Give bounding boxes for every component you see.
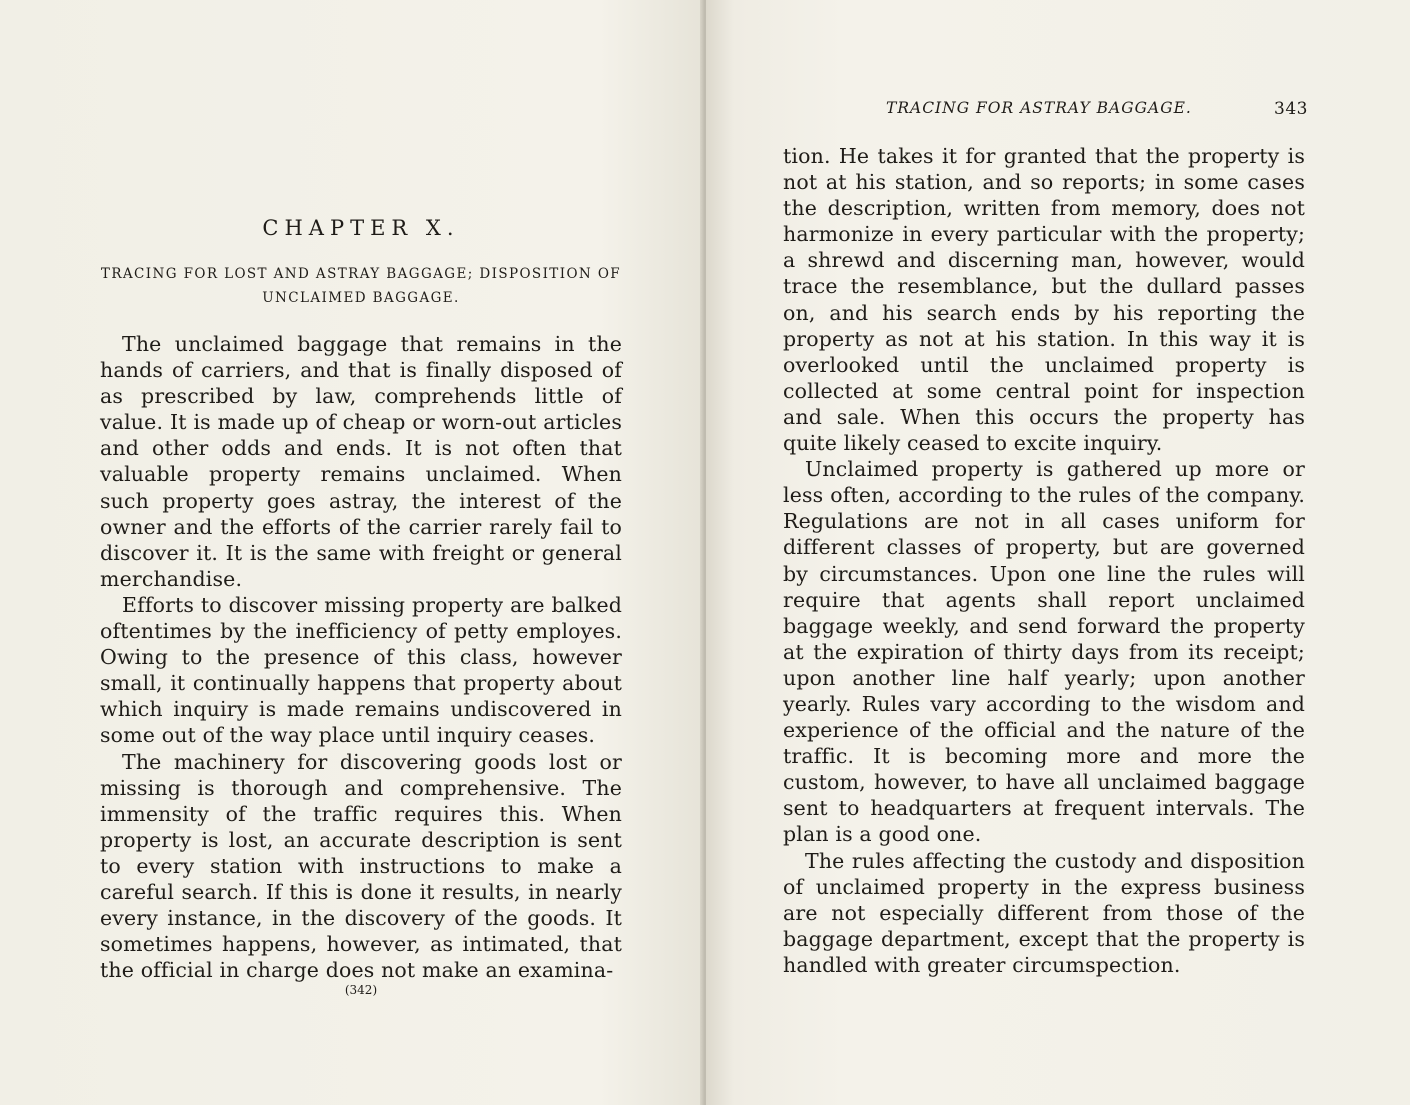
paragraph: The rules affecting the custody and disposition of unclaimed property in the express business are not especially different from those of the baggage department, except that the property is handled with greater circumspection.	[783, 848, 1305, 977]
left-page	[0, 0, 704, 1105]
paragraph: Efforts to discover missing property are balked oftentimes by the inefficiency of petty employes. Owing to the presence of this class, however small, it continually happens that property about which inquiry is made remains undiscovered in some out of the way place until inquiry ceases.	[100, 592, 622, 748]
page-number: 343	[1274, 99, 1308, 119]
left-body-text	[100, 331, 622, 983]
chapter-subtitle: TRACING FOR LOST AND ASTRAY BAGGAGE; DISPOSITION OF UNCLAIMED BAGGAGE.	[100, 266, 622, 306]
paragraph: The machinery for discovering goods lost or missing is thorough and comprehensive. The immensity of the traffic requires this. When property is lost, an accurate description is sent to every station with instructions to make a careful search. If this is done it results, in nearly every instance, in the discovery of the goods. It sometimes happens, however, as intimated, that the official in charge does not make an examina-	[100, 749, 622, 983]
page-folio: (342)	[344, 983, 378, 997]
paragraph: tion. He takes it for granted that the property is not at his station, and so reports; in some cases the description, written from memory, does not harmonize in every particular with the property; a shrewd and discerning man, however, would trace the resemblance, but the dullard passes on, and his search ends by his reporting the property as not at his station. In this way it is overlooked until the unclaimed property is collected at some central point for inspection and sale. When this occurs the property has quite likely ceased to excite inquiry.	[783, 144, 1305, 456]
chapter-heading: CHAPTER X.	[262, 216, 460, 240]
paragraph: The unclaimed baggage that remains in the hands of carriers, and that is finally disposed of as prescribed by law, comprehends little of value. It is made up of cheap or worn-out articles and other odds and ends. It is not often that valuable property remains unclaimed. When such property goes astray, the interest of the owner and the efforts of the carrier rarely fail to discover it. It is the same with freight or general merchandise.	[100, 332, 622, 591]
right-body-text	[783, 143, 1305, 978]
paragraph: Unclaimed property is gathered up more or less often, according to the rules of the company. Regulations are not in all cases uniform for different classes of property, but are governed by circumstances. Upon one line the rules will require that agents shall report unclaimed baggage weekly, and send forward the property at the expiration of thirty days from its receipt; upon another line half yearly; upon another yearly. Rules vary according to the wisdom and experience of the official and the nature of the traffic. It is becoming more and more the custom, however, to have all unclaimed baggage sent to headquarters at frequent intervals. The plan is a good one.	[783, 457, 1305, 847]
running-head-title: TRACING FOR ASTRAY BAGGAGE.	[886, 99, 1192, 117]
